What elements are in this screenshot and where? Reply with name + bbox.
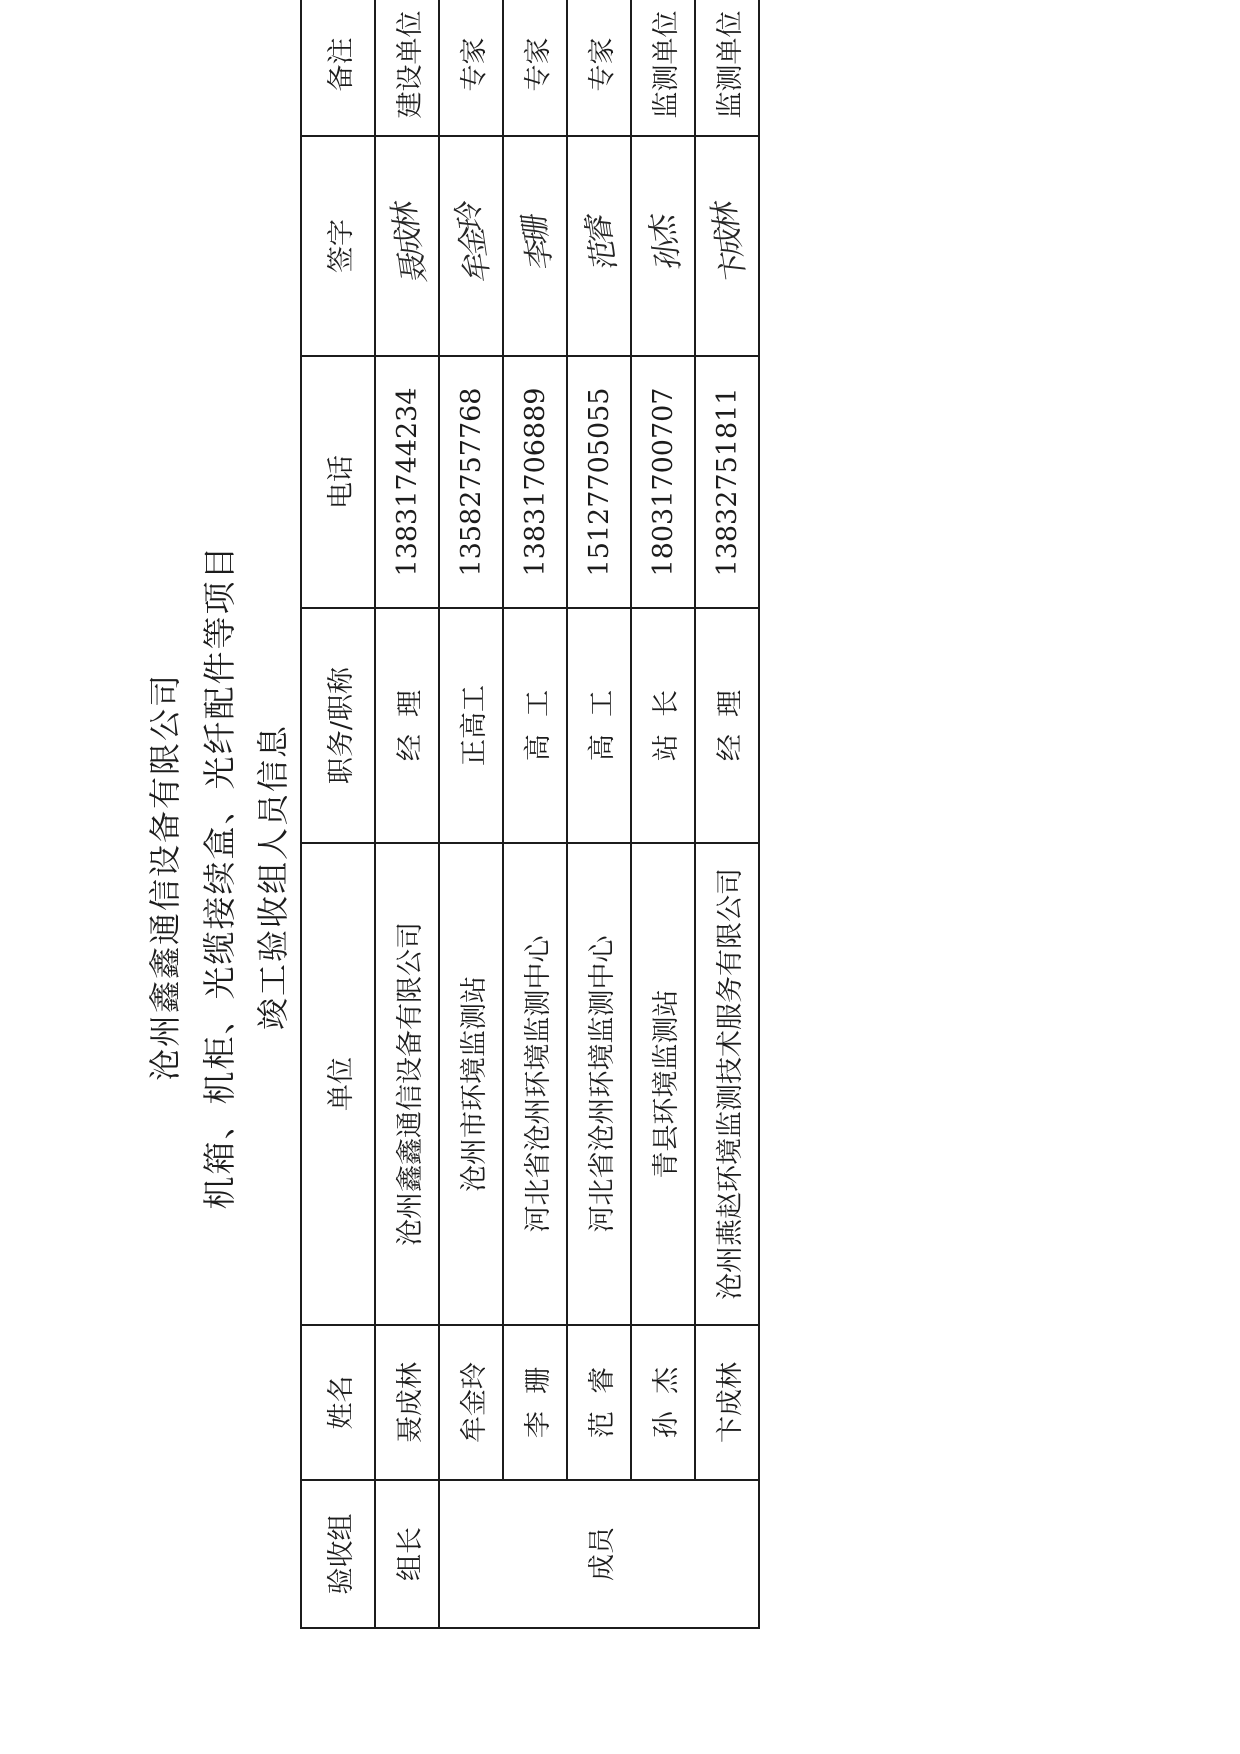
name-cell: 范 睿 <box>567 1325 631 1480</box>
name-cell: 孙 杰 <box>631 1325 695 1480</box>
table-row <box>503 0 567 1628</box>
header-group: 验收组 <box>301 1480 375 1628</box>
note-cell: 专家 <box>503 0 567 136</box>
phone-cell: 13831744234 <box>375 356 439 608</box>
acceptance-team-table <box>300 0 760 1629</box>
handwritten-signature: 孙杰 <box>645 217 688 274</box>
title-cell: 站 长 <box>631 608 695 843</box>
phone-cell: 13582757768 <box>439 356 503 608</box>
signature-cell <box>375 136 439 356</box>
note-cell: 监测单位 <box>695 0 759 136</box>
title-cell: 正高工 <box>439 608 503 843</box>
table-row <box>567 0 631 1628</box>
group-leader-cell: 组长 <box>375 1480 439 1628</box>
table-row <box>695 0 759 1628</box>
handwritten-signature: 牟金玲 <box>451 204 498 287</box>
unit-cell: 河北省沧州环境监测中心 <box>503 843 567 1325</box>
table-row <box>375 0 439 1628</box>
signature-cell <box>439 136 503 356</box>
header-name: 姓名 <box>301 1325 375 1480</box>
handwritten-signature: 聂成林 <box>387 204 434 287</box>
project-title: 机箱、机柜、光缆接续盒、光纤配件等项目 <box>200 544 239 1210</box>
phone-cell: 18031700707 <box>631 356 695 608</box>
name-cell: 牟金玲 <box>439 1325 503 1480</box>
table-row <box>439 0 503 1628</box>
name-cell: 聂成林 <box>375 1325 439 1480</box>
title-cell: 经 理 <box>695 608 759 843</box>
header-signature: 签字 <box>301 136 375 356</box>
unit-cell: 沧州鑫鑫通信设备有限公司 <box>375 843 439 1325</box>
handwritten-signature: 李珊 <box>517 217 560 274</box>
table-row <box>631 0 695 1628</box>
header-phone: 电话 <box>301 356 375 608</box>
phone-cell: 13832751811 <box>695 356 759 608</box>
title-cell: 高 工 <box>567 608 631 843</box>
note-cell: 专家 <box>439 0 503 136</box>
title-cell: 经 理 <box>375 608 439 843</box>
signature-cell <box>567 136 631 356</box>
unit-cell: 沧州燕赵环境监测技术服务有限公司 <box>695 843 759 1325</box>
handwritten-signature: 卞成林 <box>707 204 754 287</box>
note-cell: 监测单位 <box>631 0 695 136</box>
company-title: 沧州鑫鑫通信设备有限公司 <box>146 673 184 1082</box>
phone-cell: 15127705055 <box>567 356 631 608</box>
header-title: 职务/职称 <box>301 608 375 843</box>
signature-cell <box>695 136 759 356</box>
name-cell: 卞成林 <box>695 1325 759 1480</box>
unit-cell: 青县环境监测站 <box>631 843 695 1325</box>
title-cell: 高 工 <box>503 608 567 843</box>
note-cell: 建设单位 <box>375 0 439 136</box>
header-unit: 单位 <box>301 843 375 1325</box>
name-cell: 李 珊 <box>503 1325 567 1480</box>
phone-cell: 13831706889 <box>503 356 567 608</box>
handwritten-signature: 范睿 <box>581 217 624 274</box>
unit-cell: 河北省沧州环境监测中心 <box>567 843 631 1325</box>
note-cell: 专家 <box>567 0 631 136</box>
signature-cell <box>631 136 695 356</box>
unit-cell: 沧州市环境监测站 <box>439 843 503 1325</box>
header-note: 备注 <box>301 0 375 136</box>
table-header-row <box>301 0 375 1628</box>
signature-cell <box>503 136 567 356</box>
group-member-cell: 成员 <box>439 1480 759 1628</box>
document-subtitle: 竣工验收组人员信息 <box>254 724 292 1031</box>
